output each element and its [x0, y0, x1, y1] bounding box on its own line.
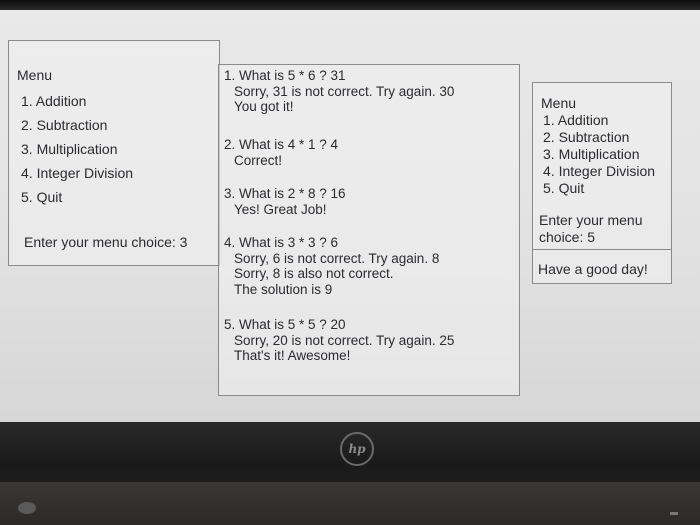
laptop-hinge [0, 482, 700, 525]
menu-item-addition: 1. Addition [543, 112, 609, 129]
menu-item-quit: 5. Quit [543, 180, 585, 197]
menu-title: Menu [17, 67, 53, 83]
question-block-2 [224, 137, 338, 168]
question-prompt: 2. What is 4 * 1 ? 4 [224, 137, 339, 152]
question-response: Sorry, 31 is not correct. Try again. 30 [234, 83, 455, 99]
question-block-4 [224, 235, 439, 297]
menu-choice-prompt-line-2: choice: 5 [539, 229, 596, 246]
question-prompt: 5. What is 5 * 5 ? 20 [224, 317, 346, 332]
menu-choice-prompt: Enter your menu choice: 3 [24, 234, 188, 250]
menu-choice-prompt-line-1: Enter your menu [539, 212, 643, 228]
question-response: The solution is 9 [234, 281, 333, 297]
question-prompt: 1. What is 5 * 6 ? 31 [224, 68, 346, 83]
question-block-5 [224, 317, 454, 364]
question-response: Sorry, 20 is not correct. Try again. 25 [234, 332, 455, 348]
console-screen [0, 10, 700, 422]
question-response: You got it! [234, 99, 294, 115]
question-prompt: 3. What is 2 * 8 ? 16 [224, 186, 346, 201]
quiz-output-panel [218, 64, 520, 396]
menu-title: Menu [541, 95, 577, 111]
hp-logo-icon: hp [340, 432, 374, 466]
status-indicator-light [670, 512, 678, 515]
menu-item-multiplication: 3. Multiplication [21, 141, 118, 157]
menu-item-addition: 1. Addition [21, 93, 87, 109]
question-response: Yes! Great Job! [234, 201, 327, 217]
screen-bezel-top [0, 0, 700, 10]
question-block-1 [224, 68, 454, 115]
question-response: Sorry, 8 is also not correct. [234, 266, 394, 282]
question-response: Sorry, 6 is not correct. Try again. 8 [234, 250, 440, 266]
menu-item-quit: 5. Quit [21, 189, 63, 205]
menu-output-panel-left [8, 40, 220, 266]
menu-item-integer-division: 4. Integer Division [543, 163, 656, 180]
panel-divider [533, 249, 671, 250]
question-block-3 [224, 186, 346, 217]
menu-item-subtraction: 2. Subtraction [21, 117, 108, 133]
menu-list [21, 93, 133, 213]
menu-item-subtraction: 2. Subtraction [543, 129, 630, 146]
menu-output-panel-right [532, 82, 672, 284]
menu-block [541, 95, 655, 197]
question-prompt: 4. What is 3 * 3 ? 6 [224, 235, 339, 250]
menu-item-integer-division: 4. Integer Division [21, 165, 134, 181]
menu-item-multiplication: 3. Multiplication [543, 146, 640, 163]
farewell-message: Have a good day! [538, 261, 648, 277]
menu-choice-prompt [539, 212, 643, 246]
question-response: Correct! [234, 152, 283, 168]
keyboard-key-icon [18, 502, 36, 514]
question-response: That's it! Awesome! [234, 348, 351, 364]
